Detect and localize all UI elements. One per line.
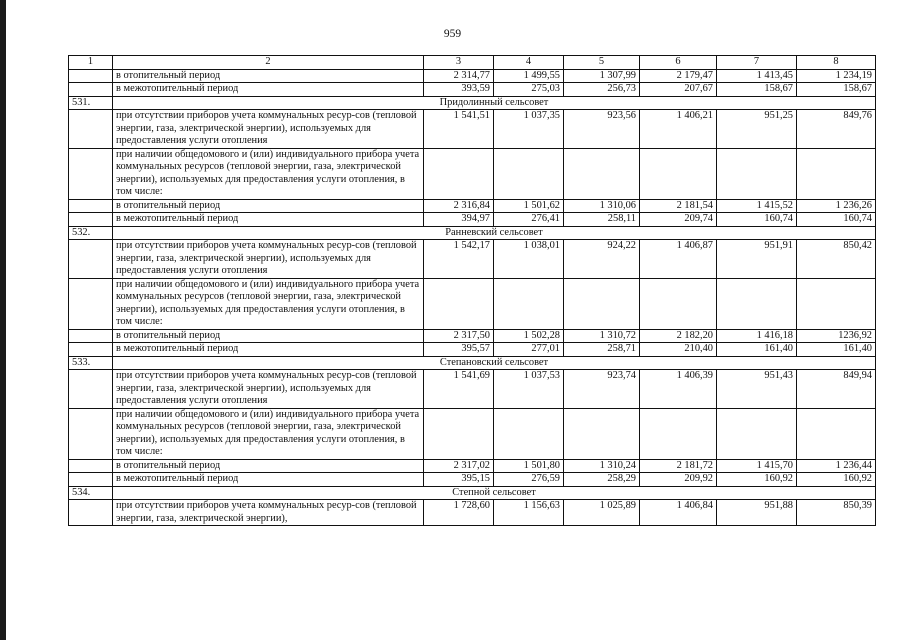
value-cell [717, 408, 797, 459]
value-cell: 1 501,80 [494, 459, 564, 473]
value-cell: 2 314,77 [424, 69, 494, 83]
value-cell: 1 406,39 [640, 370, 717, 409]
row-label: в межотопительный период [113, 83, 424, 97]
table-row [69, 459, 876, 473]
row-label: при отсутствии приборов учета коммунальных ресур-сов (тепловой энергии, газа, электрической энергии), [113, 500, 424, 526]
section-row [69, 226, 876, 240]
row-label: при наличии общедомового и (или) индивидуального прибора учета коммунальных ресурсов (тепловой энергии, газа, электрической энергии), используемых для предоставления услуги отопления, в том числе: [113, 278, 424, 329]
table-row [69, 473, 876, 487]
row-label: в отопительный период [113, 329, 424, 343]
table-row [69, 213, 876, 227]
row-number-cell [69, 408, 113, 459]
value-cell: 923,74 [564, 370, 640, 409]
row-number-cell [69, 240, 113, 279]
value-cell: 160,74 [717, 213, 797, 227]
row-number-cell [69, 213, 113, 227]
value-cell [564, 148, 640, 199]
value-cell: 1 156,63 [494, 500, 564, 526]
value-cell: 849,76 [797, 110, 876, 149]
column-header-5: 5 [564, 56, 640, 70]
row-number-cell [69, 69, 113, 83]
value-cell: 924,22 [564, 240, 640, 279]
column-header-1: 1 [69, 56, 113, 70]
value-cell: 394,97 [424, 213, 494, 227]
column-header-3: 3 [424, 56, 494, 70]
value-cell: 849,94 [797, 370, 876, 409]
value-cell: 275,03 [494, 83, 564, 97]
value-cell: 951,88 [717, 500, 797, 526]
value-cell: 850,39 [797, 500, 876, 526]
value-cell: 1 415,70 [717, 459, 797, 473]
value-cell: 158,67 [717, 83, 797, 97]
scan-edge-bar [0, 0, 6, 640]
value-cell: 1 236,26 [797, 199, 876, 213]
value-cell: 1 236,44 [797, 459, 876, 473]
value-cell: 1 541,51 [424, 110, 494, 149]
row-number-cell [69, 473, 113, 487]
section-number: 532. [69, 226, 113, 240]
value-cell: 2 182,20 [640, 329, 717, 343]
value-cell: 161,40 [717, 343, 797, 357]
table-body [69, 56, 876, 526]
row-number-cell [69, 148, 113, 199]
value-cell: 158,67 [797, 83, 876, 97]
table-row [69, 329, 876, 343]
table-row [69, 408, 876, 459]
value-cell: 1 234,19 [797, 69, 876, 83]
value-cell: 160,92 [717, 473, 797, 487]
row-label: в межотопительный период [113, 473, 424, 487]
value-cell: 258,29 [564, 473, 640, 487]
value-cell: 210,40 [640, 343, 717, 357]
header-row [69, 56, 876, 70]
table-row [69, 110, 876, 149]
section-title: Ранневский сельсовет [113, 226, 876, 240]
value-cell: 2 316,84 [424, 199, 494, 213]
column-header-7: 7 [717, 56, 797, 70]
value-cell: 276,59 [494, 473, 564, 487]
table-row [69, 199, 876, 213]
table-row [69, 69, 876, 83]
table-row [69, 148, 876, 199]
row-number-cell [69, 343, 113, 357]
row-label: в отопительный период [113, 199, 424, 213]
value-cell: 2 317,02 [424, 459, 494, 473]
value-cell: 2 317,50 [424, 329, 494, 343]
value-cell [797, 278, 876, 329]
table-row [69, 343, 876, 357]
value-cell: 1 728,60 [424, 500, 494, 526]
value-cell: 1 025,89 [564, 500, 640, 526]
table-row [69, 240, 876, 279]
value-cell [640, 278, 717, 329]
value-cell: 1 542,17 [424, 240, 494, 279]
value-cell: 258,11 [564, 213, 640, 227]
value-cell: 161,40 [797, 343, 876, 357]
section-number: 534. [69, 486, 113, 500]
value-cell: 160,92 [797, 473, 876, 487]
value-cell [797, 148, 876, 199]
column-header-8: 8 [797, 56, 876, 70]
value-cell: 1 037,53 [494, 370, 564, 409]
value-cell: 1 413,45 [717, 69, 797, 83]
row-number-cell [69, 459, 113, 473]
value-cell [424, 148, 494, 199]
value-cell: 1 038,01 [494, 240, 564, 279]
section-title: Придолинный сельсовет [113, 96, 876, 110]
column-header-2: 2 [113, 56, 424, 70]
value-cell: 1236,92 [797, 329, 876, 343]
value-cell: 850,42 [797, 240, 876, 279]
row-label: при отсутствии приборов учета коммунальных ресур-сов (тепловой энергии, газа, электрической энергии), используемых для предоставления услуги отопления [113, 240, 424, 279]
value-cell: 207,67 [640, 83, 717, 97]
value-cell [717, 278, 797, 329]
value-cell: 1 499,55 [494, 69, 564, 83]
page-number: 959 [443, 28, 462, 40]
row-number-cell [69, 110, 113, 149]
value-cell: 1 037,35 [494, 110, 564, 149]
value-cell: 1 502,28 [494, 329, 564, 343]
section-title: Степановский сельсовет [113, 356, 876, 370]
value-cell: 951,91 [717, 240, 797, 279]
table-row [69, 278, 876, 329]
value-cell: 1 307,99 [564, 69, 640, 83]
value-cell: 1 501,62 [494, 199, 564, 213]
row-label: в отопительный период [113, 459, 424, 473]
section-row [69, 96, 876, 110]
value-cell: 1 406,21 [640, 110, 717, 149]
table-row [69, 500, 876, 526]
value-cell [494, 148, 564, 199]
table-row [69, 370, 876, 409]
row-label: в отопительный период [113, 69, 424, 83]
value-cell: 2 179,47 [640, 69, 717, 83]
value-cell: 1 541,69 [424, 370, 494, 409]
value-cell: 277,01 [494, 343, 564, 357]
section-number: 533. [69, 356, 113, 370]
value-cell: 951,25 [717, 110, 797, 149]
value-cell [797, 408, 876, 459]
column-header-6: 6 [640, 56, 717, 70]
value-cell: 160,74 [797, 213, 876, 227]
section-title: Степной сельсовет [113, 486, 876, 500]
row-number-cell [69, 500, 113, 526]
section-row [69, 486, 876, 500]
value-cell: 1 416,18 [717, 329, 797, 343]
section-row [69, 356, 876, 370]
row-number-cell [69, 83, 113, 97]
column-header-4: 4 [494, 56, 564, 70]
row-number-cell [69, 370, 113, 409]
value-cell: 923,56 [564, 110, 640, 149]
row-label: в межотопительный период [113, 343, 424, 357]
value-cell: 395,15 [424, 473, 494, 487]
row-label: при отсутствии приборов учета коммунальных ресур-сов (тепловой энергии, газа, электрической энергии), используемых для предоставления услуги отопления [113, 110, 424, 149]
value-cell: 1 406,84 [640, 500, 717, 526]
table-row [69, 83, 876, 97]
value-cell [564, 408, 640, 459]
row-label: в межотопительный период [113, 213, 424, 227]
value-cell: 395,57 [424, 343, 494, 357]
value-cell: 1 406,87 [640, 240, 717, 279]
value-cell: 1 310,06 [564, 199, 640, 213]
value-cell: 393,59 [424, 83, 494, 97]
value-cell: 256,73 [564, 83, 640, 97]
value-cell: 951,43 [717, 370, 797, 409]
tariff-table [68, 55, 876, 526]
row-label: при наличии общедомового и (или) индивидуального прибора учета коммунальных ресурсов (тепловой энергии, газа, электрической энергии), используемых для предоставления услуги отопления, в том числе: [113, 408, 424, 459]
row-number-cell [69, 199, 113, 213]
value-cell [640, 408, 717, 459]
value-cell: 209,74 [640, 213, 717, 227]
row-number-cell [69, 278, 113, 329]
value-cell: 209,92 [640, 473, 717, 487]
value-cell [424, 408, 494, 459]
value-cell [717, 148, 797, 199]
row-number-cell [69, 329, 113, 343]
value-cell: 258,71 [564, 343, 640, 357]
row-label: при отсутствии приборов учета коммунальных ресур-сов (тепловой энергии, газа, электрической энергии), используемых для предоставления услуги отопления [113, 370, 424, 409]
row-label: при наличии общедомового и (или) индивидуального прибора учета коммунальных ресурсов (тепловой энергии, газа, электрической энергии), используемых для предоставления услуги отопления, в том числе: [113, 148, 424, 199]
value-cell: 1 415,52 [717, 199, 797, 213]
value-cell: 276,41 [494, 213, 564, 227]
value-cell [564, 278, 640, 329]
value-cell [494, 278, 564, 329]
value-cell [494, 408, 564, 459]
section-number: 531. [69, 96, 113, 110]
value-cell: 1 310,24 [564, 459, 640, 473]
value-cell: 2 181,72 [640, 459, 717, 473]
value-cell [424, 278, 494, 329]
value-cell [640, 148, 717, 199]
value-cell: 2 181,54 [640, 199, 717, 213]
value-cell: 1 310,72 [564, 329, 640, 343]
